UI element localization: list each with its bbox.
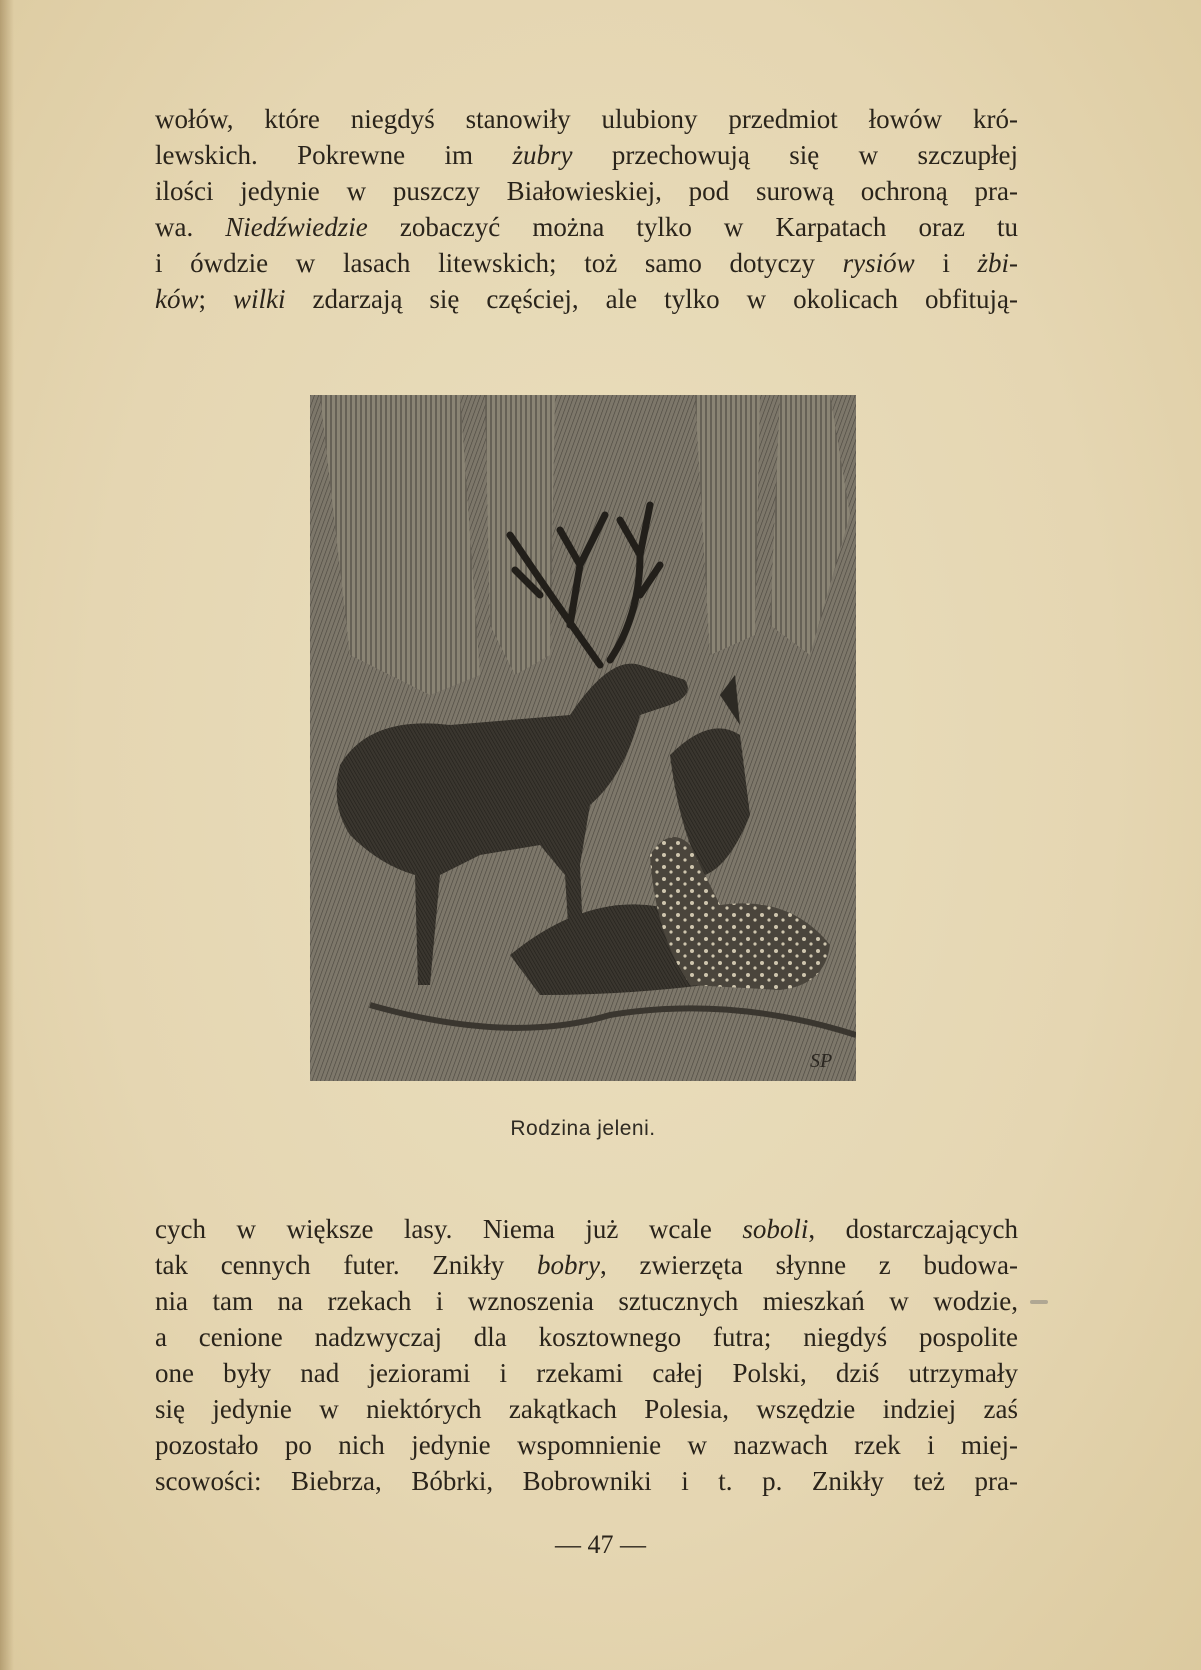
text-line <box>155 245 1018 281</box>
text-run: ilości jedynie w puszczy Białowieskiej, pod surową ochroną pra- <box>155 176 1018 206</box>
text-run: lewskich. Pokrewne im <box>155 140 513 170</box>
text-line <box>155 209 1018 245</box>
italic-term: ków <box>155 284 199 314</box>
text-run: , zwierzęta słynne z budowa- <box>600 1250 1018 1280</box>
text-run: wołów, które niegdyś stanowiły ulubiony przedmiot łowów kró- <box>155 104 1018 134</box>
text-run: przechowują się w szczupłej <box>572 140 1019 170</box>
text-line <box>155 1247 1018 1283</box>
text-line <box>155 281 1018 317</box>
figure-caption: Rodzina jeleni. <box>510 1117 656 1140</box>
text-run: i ówdzie w lasach litewskich; toż samo dotyczy <box>155 248 843 278</box>
engraving-svg <box>310 395 856 1081</box>
text-run: się jedynie w niektórych zakątkach Polesia, wszędzie indziej zaś <box>155 1394 1018 1424</box>
text-line <box>155 1283 1018 1319</box>
text-run: scowości: Biebrza, Bóbrki, Bobrowniki i t. p. Znikły też pra- <box>155 1466 1018 1496</box>
text-run: wa. <box>155 212 226 242</box>
text-line <box>155 1463 1018 1499</box>
text-line <box>155 1319 1018 1355</box>
text-run: one były nad jeziorami i rzekami całej Polski, dziś utrzymały <box>155 1358 1018 1388</box>
text-run: i <box>914 248 978 278</box>
italic-term: bobry <box>537 1250 601 1280</box>
text-line <box>155 173 1018 209</box>
italic-term: Niedźwiedzie <box>225 212 368 242</box>
text-run: ; <box>198 284 234 314</box>
text-line <box>155 101 1018 137</box>
italic-term: żubry <box>512 140 573 170</box>
text-run: , dostarczających <box>808 1214 1018 1244</box>
tree-trunk-center <box>485 395 555 675</box>
text-line <box>155 1211 1018 1247</box>
page-number: — 47 — <box>555 1530 646 1559</box>
text-run: tak cennych futer. Znikły <box>155 1250 538 1280</box>
text-line <box>155 1427 1018 1463</box>
margin-ink-mark <box>1030 1300 1048 1304</box>
text-run: zdarzają się częściej, ale tylko w okolicach obfitują- <box>285 284 1018 314</box>
italic-term: wilki <box>233 284 286 314</box>
illustration-deer-family <box>310 395 856 1081</box>
text-run: cych w większe lasy. Niema już wcale <box>155 1214 743 1244</box>
text-run: nia tam na rzekach i wznoszenia sztucznych mieszkań w wodzie, <box>155 1286 1018 1316</box>
paragraph-top <box>155 101 1018 317</box>
text-run: a cenione nadzwyczaj dla kosztownego futra; niegdyś pospolite <box>155 1322 1018 1352</box>
text-run: pozostało po nich jedynie wspomnienie w nazwach rzek i miej- <box>155 1430 1018 1460</box>
text-line <box>155 1355 1018 1391</box>
engraver-signature: SP <box>810 1050 833 1072</box>
italic-term: soboli <box>742 1214 809 1244</box>
italic-term: rysiów <box>842 248 915 278</box>
italic-term: żbi- <box>977 248 1018 278</box>
paragraph-bottom <box>155 1211 1018 1499</box>
page-binding-edge <box>0 0 14 1670</box>
text-line <box>155 1391 1018 1427</box>
text-line <box>155 137 1018 173</box>
text-run: zobaczyć można tylko w Karpatach oraz tu <box>367 212 1018 242</box>
